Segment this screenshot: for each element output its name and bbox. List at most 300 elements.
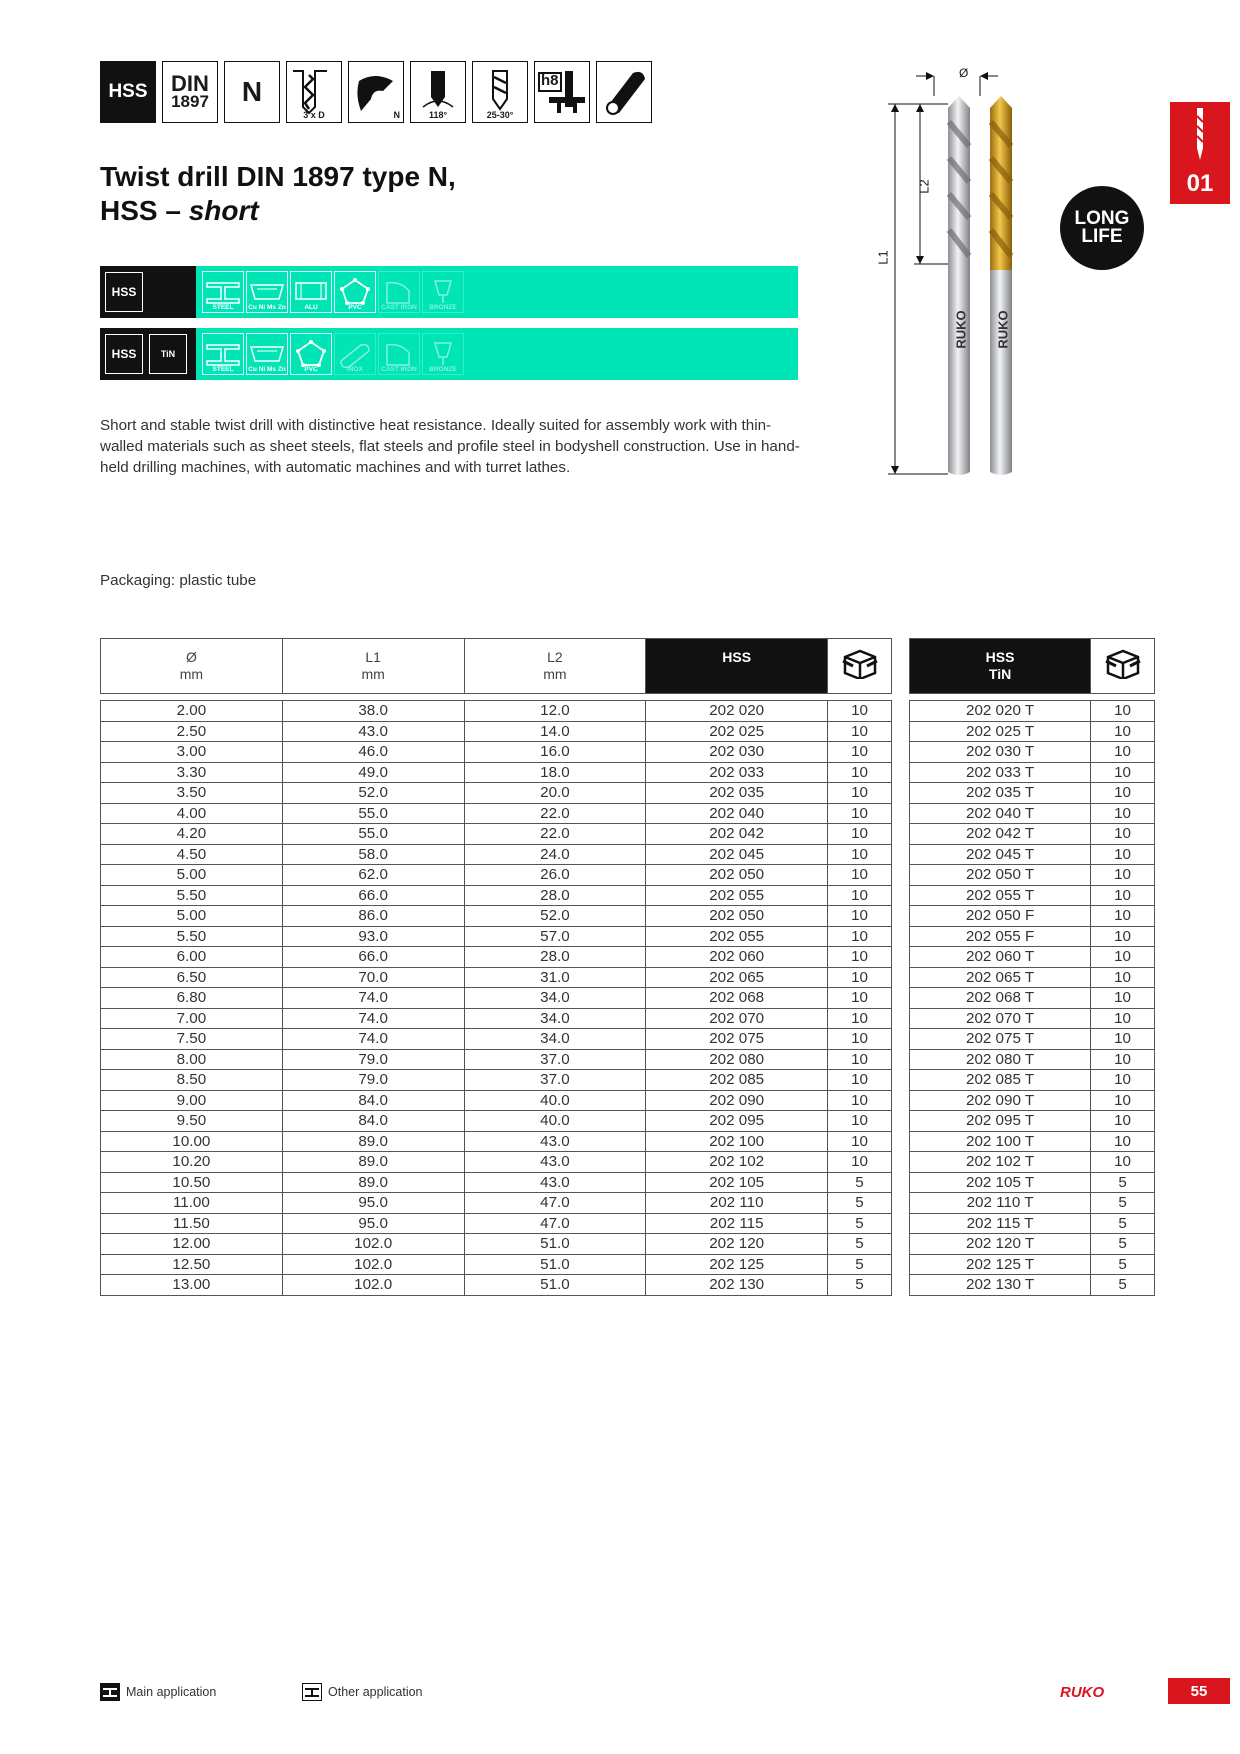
title-line-1: Twist drill DIN 1897 type N,	[100, 161, 456, 192]
material-label: BRONZE	[429, 366, 457, 373]
table-row	[101, 762, 892, 783]
cell-pack-hss-tin: 10	[1091, 783, 1155, 804]
cell-pack-hss-tin: 10	[1091, 1131, 1155, 1152]
long-life-line-2: LIFE	[1081, 226, 1123, 247]
cell-l1: 79.0	[282, 1070, 464, 1091]
cast-iron-icon	[378, 271, 420, 313]
cell-pack-hss: 10	[828, 1131, 892, 1152]
cell-diameter: 8.00	[101, 1049, 283, 1070]
cell-l1: 66.0	[282, 885, 464, 906]
cell-diameter: 6.50	[101, 967, 283, 988]
cell-l1: 74.0	[282, 1008, 464, 1029]
cell-article-hss-tin: 202 070 T	[910, 1008, 1091, 1029]
table-row	[101, 1049, 892, 1070]
cell-article-hss-tin: 202 090 T	[910, 1090, 1091, 1111]
cell-article-hss: 202 025	[646, 721, 828, 742]
l1-label: L1	[875, 250, 891, 265]
cell-article-hss: 202 080	[646, 1049, 828, 1070]
cell-pack-hss-tin: 10	[1091, 1111, 1155, 1132]
point-angle-icon	[410, 61, 466, 123]
cell-article-hss: 202 065	[646, 967, 828, 988]
col-header-hss: HSS	[646, 639, 828, 694]
material-label: STEEL	[212, 304, 234, 311]
cell-article-hss: 202 042	[646, 824, 828, 845]
table-row	[101, 783, 892, 804]
cell-pack-hss-tin: 5	[1091, 1254, 1155, 1275]
cast-iron-icon	[378, 333, 420, 375]
cell-l1: 95.0	[282, 1193, 464, 1214]
cell-diameter: 4.20	[101, 824, 283, 845]
cell-pack-hss-tin: 5	[1091, 1213, 1155, 1234]
cell-pack-hss: 10	[828, 988, 892, 1009]
cell-l2: 12.0	[464, 701, 646, 722]
table-row	[101, 1008, 892, 1029]
long-life-line-1: LONG	[1074, 208, 1130, 229]
tag-hss: HSS	[105, 334, 143, 374]
dimensions-hss-table	[100, 638, 892, 1296]
cell-diameter: 3.30	[101, 762, 283, 783]
cell-pack-hss: 10	[828, 947, 892, 968]
cell-article-hss: 202 030	[646, 742, 828, 763]
table-row	[101, 947, 892, 968]
cell-pack-hss: 10	[828, 762, 892, 783]
bronze-bell-icon	[422, 271, 464, 313]
cell-article-hss: 202 055	[646, 885, 828, 906]
cell-pack-hss-tin: 10	[1091, 1029, 1155, 1050]
table-row	[910, 844, 1155, 865]
cell-article-hss: 202 090	[646, 1090, 828, 1111]
cell-article-hss-tin: 202 030 T	[910, 742, 1091, 763]
drill-illustration	[875, 62, 1030, 482]
material-bar-hss-icons	[196, 266, 798, 318]
cell-pack-hss-tin: 10	[1091, 1152, 1155, 1173]
cell-pack-hss: 5	[828, 1254, 892, 1275]
cell-l2: 52.0	[464, 906, 646, 927]
cell-pack-hss-tin: 10	[1091, 844, 1155, 865]
cell-pack-hss-tin: 10	[1091, 1049, 1155, 1070]
cell-pack-hss: 10	[828, 967, 892, 988]
table-row	[101, 1131, 892, 1152]
tag-hss: HSS	[105, 272, 143, 312]
cell-l1: 74.0	[282, 1029, 464, 1050]
col-header-pack	[828, 639, 892, 694]
cell-l1: 89.0	[282, 1172, 464, 1193]
table-row	[910, 1234, 1155, 1255]
col-header-pack-tin	[1091, 639, 1155, 694]
cell-pack-hss-tin: 5	[1091, 1172, 1155, 1193]
long-life-badge	[1060, 186, 1144, 270]
cell-pack-hss-tin: 10	[1091, 1090, 1155, 1111]
cell-l1: 89.0	[282, 1131, 464, 1152]
cell-l2: 22.0	[464, 803, 646, 824]
cell-diameter: 5.50	[101, 926, 283, 947]
inox-pipe-icon	[334, 333, 376, 375]
cell-diameter: 10.00	[101, 1131, 283, 1152]
brand-logo: RUKO	[1060, 1684, 1105, 1701]
cell-l1: 102.0	[282, 1234, 464, 1255]
cell-pack-hss: 10	[828, 1152, 892, 1173]
cell-article-hss-tin: 202 055 T	[910, 885, 1091, 906]
cell-article-hss: 202 102	[646, 1152, 828, 1173]
cell-l1: 84.0	[282, 1090, 464, 1111]
cell-article-hss-tin: 202 065 T	[910, 967, 1091, 988]
pvc-pentagon-icon	[290, 333, 332, 375]
table-row	[101, 926, 892, 947]
cell-article-hss-tin: 202 068 T	[910, 988, 1091, 1009]
table-row	[910, 1131, 1155, 1152]
din-badge-top: DIN	[171, 71, 209, 96]
cell-l1: 43.0	[282, 721, 464, 742]
material-label: PVC	[348, 304, 362, 311]
cell-diameter: 2.50	[101, 721, 283, 742]
drill-icon	[1191, 108, 1209, 164]
cell-l2: 51.0	[464, 1275, 646, 1296]
diameter-label: Ø	[959, 66, 969, 80]
cell-article-hss-tin: 202 100 T	[910, 1131, 1091, 1152]
table-row	[910, 701, 1155, 722]
cell-pack-hss: 10	[828, 1070, 892, 1091]
table-row	[910, 1275, 1155, 1296]
angle-label: 118°	[428, 110, 448, 120]
material-label: BRONZE	[429, 304, 457, 311]
col-header-l1	[282, 639, 464, 694]
cell-l2: 37.0	[464, 1049, 646, 1070]
table-row	[910, 1049, 1155, 1070]
package-box-icon	[841, 649, 879, 679]
title-line-2-emphasis: short	[188, 195, 259, 226]
table-row	[101, 1275, 892, 1296]
cell-l1: 86.0	[282, 906, 464, 927]
cell-l2: 14.0	[464, 721, 646, 742]
drill-depth-icon	[286, 61, 342, 123]
cell-pack-hss-tin: 10	[1091, 701, 1155, 722]
helix-label: 25-30°	[486, 110, 514, 120]
cell-pack-hss: 10	[828, 844, 892, 865]
cell-l2: 43.0	[464, 1131, 646, 1152]
col-header-diameter-unit: mm	[179, 666, 204, 682]
cell-l2: 22.0	[464, 824, 646, 845]
cell-pack-hss: 10	[828, 1049, 892, 1070]
table-row	[101, 803, 892, 824]
material-bar-hss	[100, 266, 798, 318]
cell-article-hss-tin: 202 050 T	[910, 865, 1091, 886]
type-n-badge	[224, 61, 280, 123]
cell-diameter: 5.00	[101, 906, 283, 927]
cell-l2: 24.0	[464, 844, 646, 865]
cell-article-hss-tin: 202 110 T	[910, 1193, 1091, 1214]
table-row	[101, 988, 892, 1009]
cell-l2: 20.0	[464, 783, 646, 804]
shank-brand-silver: RUKO	[953, 310, 969, 349]
cell-diameter: 4.00	[101, 803, 283, 824]
cell-pack-hss: 5	[828, 1234, 892, 1255]
din-badge	[162, 61, 218, 123]
cell-diameter: 13.00	[101, 1275, 283, 1296]
cell-pack-hss: 10	[828, 926, 892, 947]
shank-brand-gold: RUKO	[995, 310, 1011, 349]
hss-badge	[100, 61, 156, 123]
cell-pack-hss-tin: 5	[1091, 1193, 1155, 1214]
tolerance-h8-icon	[534, 61, 590, 123]
cell-l2: 34.0	[464, 1029, 646, 1050]
table-row	[101, 906, 892, 927]
cell-l2: 34.0	[464, 1008, 646, 1029]
cell-diameter: 3.50	[101, 783, 283, 804]
table-row	[101, 824, 892, 845]
cell-l1: 89.0	[282, 1152, 464, 1173]
cell-l1: 95.0	[282, 1213, 464, 1234]
cell-article-hss: 202 105	[646, 1172, 828, 1193]
cell-l2: 40.0	[464, 1111, 646, 1132]
cell-l2: 34.0	[464, 988, 646, 1009]
cell-article-hss-tin: 202 045 T	[910, 844, 1091, 865]
col-header-hss-tin-line-2: TiN	[988, 666, 1012, 682]
cell-article-hss-tin: 202 130 T	[910, 1275, 1091, 1296]
table-row	[101, 1193, 892, 1214]
cell-article-hss-tin: 202 040 T	[910, 803, 1091, 824]
material-label: INOX	[347, 366, 363, 373]
table-row	[910, 742, 1155, 763]
helix-angle-icon	[472, 61, 528, 123]
cell-article-hss: 202 040	[646, 803, 828, 824]
table-row	[910, 762, 1155, 783]
table-row	[910, 865, 1155, 886]
table-row	[910, 803, 1155, 824]
cell-l1: 79.0	[282, 1049, 464, 1070]
col-header-l2	[464, 639, 646, 694]
table-row	[101, 1070, 892, 1091]
table-row	[101, 1213, 892, 1234]
cell-article-hss: 202 125	[646, 1254, 828, 1275]
cell-article-hss: 202 115	[646, 1213, 828, 1234]
cell-l2: 31.0	[464, 967, 646, 988]
cell-pack-hss-tin: 5	[1091, 1234, 1155, 1255]
cell-pack-hss-tin: 10	[1091, 1070, 1155, 1091]
chapter-number: 01	[1186, 170, 1214, 197]
cell-l1: 38.0	[282, 701, 464, 722]
table-row	[910, 1172, 1155, 1193]
cell-l1: 49.0	[282, 762, 464, 783]
cell-article-hss-tin: 202 025 T	[910, 721, 1091, 742]
cell-article-hss: 202 070	[646, 1008, 828, 1029]
cell-pack-hss-tin: 5	[1091, 1275, 1155, 1296]
table-row	[101, 1111, 892, 1132]
table-row	[101, 721, 892, 742]
cell-diameter: 9.50	[101, 1111, 283, 1132]
cell-diameter: 8.50	[101, 1070, 283, 1091]
table-row	[910, 1213, 1155, 1234]
table-row	[101, 1090, 892, 1111]
table-row	[910, 1193, 1155, 1214]
material-label: CAST IRON	[381, 366, 417, 373]
cylindrical-shank-icon	[596, 61, 652, 123]
cell-pack-hss-tin: 10	[1091, 865, 1155, 886]
cell-diameter: 10.20	[101, 1152, 283, 1173]
cell-article-hss: 202 120	[646, 1234, 828, 1255]
col-header-diameter	[101, 639, 283, 694]
cell-l2: 18.0	[464, 762, 646, 783]
material-label: STEEL	[212, 366, 234, 373]
cell-pack-hss: 10	[828, 1111, 892, 1132]
cell-pack-hss-tin: 10	[1091, 906, 1155, 927]
cell-l2: 37.0	[464, 1070, 646, 1091]
cell-article-hss: 202 075	[646, 1029, 828, 1050]
material-bar-hss-tin-icons	[196, 328, 798, 380]
cell-article-hss: 202 055	[646, 926, 828, 947]
table-row	[101, 865, 892, 886]
table-row	[910, 967, 1155, 988]
table-row	[910, 1008, 1155, 1029]
cell-article-hss-tin: 202 125 T	[910, 1254, 1091, 1275]
table-row	[101, 1029, 892, 1050]
cell-pack-hss: 5	[828, 1193, 892, 1214]
cell-pack-hss: 10	[828, 885, 892, 906]
cell-article-hss-tin: 202 075 T	[910, 1029, 1091, 1050]
table-row	[101, 1254, 892, 1275]
table-row	[101, 844, 892, 865]
cell-l2: 43.0	[464, 1152, 646, 1173]
cell-l2: 16.0	[464, 742, 646, 763]
cell-article-hss-tin: 202 055 F	[910, 926, 1091, 947]
feature-icon-strip	[100, 61, 652, 123]
cell-article-hss: 202 035	[646, 783, 828, 804]
material-label: PVC	[304, 366, 318, 373]
geometry-label: N	[393, 110, 400, 120]
legend-other-application	[302, 1683, 423, 1701]
cell-pack-hss: 10	[828, 1008, 892, 1029]
cell-l1: 46.0	[282, 742, 464, 763]
bronze-bell-icon	[422, 333, 464, 375]
table-row	[910, 1090, 1155, 1111]
cell-article-hss-tin: 202 020 T	[910, 701, 1091, 722]
cell-article-hss: 202 033	[646, 762, 828, 783]
cell-article-hss: 202 068	[646, 988, 828, 1009]
cell-l2: 40.0	[464, 1090, 646, 1111]
cell-diameter: 6.00	[101, 947, 283, 968]
cell-pack-hss: 10	[828, 701, 892, 722]
cell-pack-hss: 10	[828, 865, 892, 886]
cell-pack-hss-tin: 10	[1091, 762, 1155, 783]
cell-article-hss-tin: 202 050 F	[910, 906, 1091, 927]
col-header-hss-tin-line-1: HSS	[985, 649, 1015, 665]
tolerance-label: h8	[541, 72, 559, 89]
table-row	[101, 967, 892, 988]
cell-l2: 26.0	[464, 865, 646, 886]
table-row	[101, 1234, 892, 1255]
col-header-l1-label: L1	[365, 649, 381, 665]
cell-diameter: 12.50	[101, 1254, 283, 1275]
metal-sheet-icon	[246, 271, 288, 313]
cell-article-hss-tin: 202 060 T	[910, 947, 1091, 968]
cell-pack-hss-tin: 10	[1091, 967, 1155, 988]
cell-article-hss-tin: 202 095 T	[910, 1111, 1091, 1132]
cell-pack-hss-tin: 10	[1091, 1008, 1155, 1029]
table-row	[101, 1152, 892, 1173]
table-row	[910, 1029, 1155, 1050]
hss-tin-table	[909, 638, 1155, 1296]
table-row	[101, 742, 892, 763]
cell-article-hss-tin: 202 042 T	[910, 824, 1091, 845]
cell-l2: 47.0	[464, 1213, 646, 1234]
cell-article-hss-tin: 202 115 T	[910, 1213, 1091, 1234]
cell-l2: 43.0	[464, 1172, 646, 1193]
table-row	[910, 885, 1155, 906]
cell-article-hss: 202 085	[646, 1070, 828, 1091]
cell-pack-hss: 10	[828, 783, 892, 804]
steel-beam-icon	[202, 271, 244, 313]
legend-main-label: Main application	[126, 1685, 217, 1699]
cell-l1: 55.0	[282, 824, 464, 845]
l2-label: L2	[916, 179, 932, 194]
cell-l1: 52.0	[282, 783, 464, 804]
col-header-hss-tin	[910, 639, 1091, 694]
other-application-icon	[302, 1683, 322, 1701]
main-application-icon	[100, 1683, 120, 1701]
cell-l2: 28.0	[464, 885, 646, 906]
cell-article-hss: 202 100	[646, 1131, 828, 1152]
cell-pack-hss: 10	[828, 1090, 892, 1111]
cell-article-hss: 202 095	[646, 1111, 828, 1132]
cell-diameter: 9.00	[101, 1090, 283, 1111]
cell-diameter: 7.50	[101, 1029, 283, 1050]
cell-l2: 51.0	[464, 1234, 646, 1255]
cell-article-hss-tin: 202 120 T	[910, 1234, 1091, 1255]
cell-l1: 66.0	[282, 947, 464, 968]
cell-article-hss-tin: 202 080 T	[910, 1049, 1091, 1070]
table-row	[910, 783, 1155, 804]
cell-pack-hss: 10	[828, 721, 892, 742]
hss-badge-label: HSS	[108, 81, 148, 102]
cell-pack-hss: 5	[828, 1275, 892, 1296]
cell-l1: 102.0	[282, 1275, 464, 1296]
cell-diameter: 11.00	[101, 1193, 283, 1214]
table-row	[910, 1254, 1155, 1275]
table-row	[910, 1152, 1155, 1173]
cell-pack-hss-tin: 10	[1091, 926, 1155, 947]
cell-pack-hss: 10	[828, 742, 892, 763]
table-row	[910, 988, 1155, 1009]
cell-pack-hss: 10	[828, 803, 892, 824]
col-header-l1-unit: mm	[361, 666, 385, 682]
cell-article-hss: 202 045	[646, 844, 828, 865]
table-row	[910, 926, 1155, 947]
table-row	[910, 1070, 1155, 1091]
cell-l1: 74.0	[282, 988, 464, 1009]
cell-article-hss: 202 060	[646, 947, 828, 968]
product-description: Short and stable twist drill with distinctive heat resistance. Ideally suited for assembly work with thin-walled materials such as sheet steels, flat steels and profile steel in bodyshell construction. Use in hand-held drilling machines, with automatic machines and with turret lathes.	[100, 417, 800, 476]
cell-pack-hss-tin: 10	[1091, 742, 1155, 763]
metal-sheet-icon	[246, 333, 288, 375]
cell-l1: 55.0	[282, 803, 464, 824]
cell-l2: 28.0	[464, 947, 646, 968]
material-bar-hss-tin-tags	[100, 328, 196, 380]
pvc-pentagon-icon	[334, 271, 376, 313]
cell-l1: 62.0	[282, 865, 464, 886]
chapter-tab	[1170, 102, 1230, 204]
col-header-l2-unit: mm	[543, 666, 567, 682]
cell-diameter: 5.50	[101, 885, 283, 906]
cell-pack-hss-tin: 10	[1091, 721, 1155, 742]
table-row	[910, 1111, 1155, 1132]
alu-profile-icon	[290, 271, 332, 313]
type-n-label: N	[241, 76, 263, 107]
table-row	[101, 885, 892, 906]
table-row	[910, 824, 1155, 845]
material-label: ALU	[304, 304, 318, 311]
material-bar-hss-tags	[100, 266, 196, 318]
material-label: Cu Ni Ms Zn	[248, 366, 286, 373]
cell-article-hss-tin: 202 085 T	[910, 1070, 1091, 1091]
